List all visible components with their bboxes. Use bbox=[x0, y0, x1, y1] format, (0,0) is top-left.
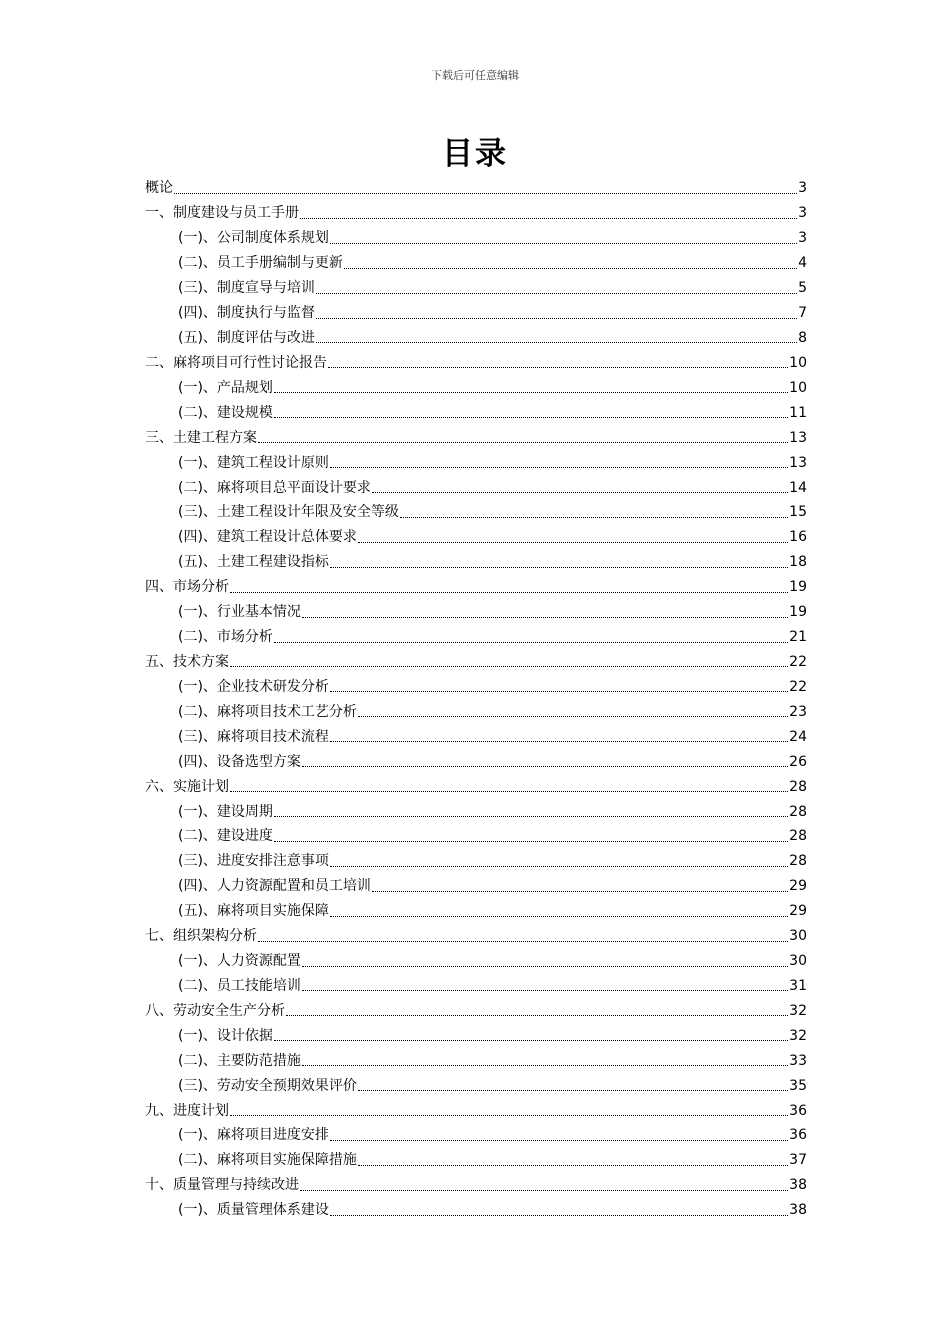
toc-entry-label: (一)、人力资源配置 bbox=[178, 953, 301, 970]
toc-entry-page-number: 14 bbox=[789, 479, 807, 496]
toc-entry-label: (二)、市场分析 bbox=[178, 629, 273, 646]
toc-entry-label: (一)、公司制度体系规划 bbox=[178, 230, 329, 247]
toc-entry[interactable] bbox=[145, 625, 807, 650]
toc-entry[interactable] bbox=[145, 1123, 807, 1148]
toc-leader-dots bbox=[358, 532, 788, 543]
toc-entry[interactable] bbox=[145, 998, 807, 1023]
toc-leader-dots bbox=[330, 457, 788, 468]
toc-entry-label: (二)、员工手册编制与更新 bbox=[178, 255, 343, 272]
toc-entry[interactable] bbox=[145, 575, 807, 600]
toc-entry-page-number: 22 bbox=[789, 678, 807, 695]
toc-leader-dots bbox=[302, 980, 788, 991]
toc-leader-dots bbox=[358, 706, 788, 717]
toc-entry-label: 三、土建工程方案 bbox=[145, 429, 257, 446]
toc-entry[interactable] bbox=[145, 550, 807, 575]
toc-entry-label: (一)、麻将项目进度安排 bbox=[178, 1127, 329, 1144]
toc-entry-label: 七、组织架构分析 bbox=[145, 928, 257, 945]
toc-entry-page-number: 30 bbox=[789, 953, 807, 970]
toc-leader-dots bbox=[300, 208, 797, 219]
toc-entry[interactable] bbox=[145, 226, 807, 251]
toc-entry-label: (三)、制度宣导与培训 bbox=[178, 280, 315, 297]
toc-leader-dots bbox=[358, 1155, 788, 1166]
toc-entry-page-number: 38 bbox=[789, 1177, 807, 1194]
toc-leader-dots bbox=[302, 956, 788, 967]
toc-entry[interactable] bbox=[145, 1148, 807, 1173]
toc-entry-page-number: 3 bbox=[798, 230, 807, 247]
toc-entry-label: 一、制度建设与员工手册 bbox=[145, 205, 299, 222]
toc-leader-dots bbox=[230, 1105, 788, 1116]
toc-leader-dots bbox=[302, 756, 788, 767]
toc-entry[interactable] bbox=[145, 251, 807, 276]
toc-entry-label: 五、技术方案 bbox=[145, 653, 229, 670]
toc-entry-page-number: 28 bbox=[789, 828, 807, 845]
toc-leader-dots bbox=[258, 931, 788, 942]
toc-entry-page-number: 16 bbox=[789, 529, 807, 546]
toc-entry-label: (五)、土建工程建设指标 bbox=[178, 554, 329, 571]
toc-entry-label: 概论 bbox=[145, 180, 173, 197]
toc-entry-label: (三)、劳动安全预期效果评价 bbox=[178, 1077, 357, 1094]
toc-entry-label: (二)、麻将项目实施保障措施 bbox=[178, 1152, 357, 1169]
toc-entry-label: (二)、建设规模 bbox=[178, 404, 273, 421]
toc-entry-page-number: 10 bbox=[789, 354, 807, 371]
toc-entry-label: (一)、企业技术研发分析 bbox=[178, 678, 329, 695]
toc-entry-label: 九、进度计划 bbox=[145, 1102, 229, 1119]
toc-entry-page-number: 11 bbox=[789, 404, 807, 421]
toc-entry[interactable] bbox=[145, 1173, 807, 1198]
toc-entry[interactable] bbox=[145, 450, 807, 475]
toc-entry[interactable] bbox=[145, 1098, 807, 1123]
toc-entry[interactable] bbox=[145, 326, 807, 351]
toc-leader-dots bbox=[174, 183, 797, 194]
toc-entry-page-number: 21 bbox=[789, 629, 807, 646]
toc-entry[interactable] bbox=[145, 699, 807, 724]
toc-entry-page-number: 22 bbox=[789, 653, 807, 670]
toc-entry[interactable] bbox=[145, 824, 807, 849]
toc-entry-page-number: 33 bbox=[789, 1052, 807, 1069]
toc-entry-label: (二)、麻将项目总平面设计要求 bbox=[178, 479, 371, 496]
toc-entry-label: (一)、设计依据 bbox=[178, 1027, 273, 1044]
header-note: 下载后可任意编辑 bbox=[431, 69, 519, 82]
toc-entry-page-number: 36 bbox=[789, 1127, 807, 1144]
toc-entry-label: 六、实施计划 bbox=[145, 778, 229, 795]
toc-entry-page-number: 7 bbox=[798, 305, 807, 322]
toc-entry-page-number: 31 bbox=[789, 977, 807, 994]
toc-leader-dots bbox=[274, 407, 788, 418]
toc-entry-page-number: 38 bbox=[789, 1202, 807, 1219]
toc-entry[interactable] bbox=[145, 749, 807, 774]
toc-entry[interactable] bbox=[145, 974, 807, 999]
page-title: 目录 bbox=[442, 136, 508, 172]
toc-leader-dots bbox=[316, 332, 797, 343]
toc-entry-label: (一)、质量管理体系建设 bbox=[178, 1202, 329, 1219]
toc-entry-page-number: 18 bbox=[789, 554, 807, 571]
toc-entry-page-number: 23 bbox=[789, 703, 807, 720]
toc-entry-label: (一)、行业基本情况 bbox=[178, 604, 301, 621]
toc-leader-dots bbox=[286, 1005, 788, 1016]
toc-leader-dots bbox=[372, 482, 788, 493]
toc-entry[interactable] bbox=[145, 724, 807, 749]
toc-leader-dots bbox=[274, 632, 788, 643]
toc-entry[interactable] bbox=[145, 774, 807, 799]
toc-leader-dots bbox=[330, 233, 797, 244]
toc-entry-page-number: 3 bbox=[798, 180, 807, 197]
toc-leader-dots bbox=[274, 1030, 788, 1041]
toc-entry-label: (一)、产品规划 bbox=[178, 379, 273, 396]
toc-entry-label: 十、质量管理与持续改进 bbox=[145, 1177, 299, 1194]
toc-entry-label: 八、劳动安全生产分析 bbox=[145, 1002, 285, 1019]
toc-entry-page-number: 5 bbox=[798, 280, 807, 297]
toc-entry[interactable] bbox=[145, 1073, 807, 1098]
toc-entry[interactable] bbox=[145, 375, 807, 400]
toc-leader-dots bbox=[330, 906, 788, 917]
toc-entry[interactable] bbox=[145, 276, 807, 301]
toc-entry[interactable] bbox=[145, 924, 807, 949]
toc-entry[interactable] bbox=[145, 949, 807, 974]
toc-leader-dots bbox=[274, 806, 788, 817]
toc-entry-label: (二)、员工技能培训 bbox=[178, 977, 301, 994]
toc-leader-dots bbox=[316, 283, 797, 294]
toc-entry-page-number: 36 bbox=[789, 1102, 807, 1119]
toc-entry[interactable] bbox=[145, 500, 807, 525]
toc-entry-page-number: 28 bbox=[789, 853, 807, 870]
toc-leader-dots bbox=[344, 258, 797, 269]
toc-entry[interactable] bbox=[145, 1198, 807, 1223]
toc-leader-dots bbox=[372, 881, 788, 892]
toc-entry-page-number: 13 bbox=[789, 454, 807, 471]
toc-leader-dots bbox=[274, 831, 788, 842]
toc-entry-page-number: 37 bbox=[789, 1152, 807, 1169]
toc-entry-page-number: 24 bbox=[789, 728, 807, 745]
toc-leader-dots bbox=[302, 607, 788, 618]
toc-entry-label: (四)、设备选型方案 bbox=[178, 753, 301, 770]
toc-entry-label: (三)、进度安排注意事项 bbox=[178, 853, 329, 870]
toc-entry[interactable] bbox=[145, 799, 807, 824]
toc-entry[interactable] bbox=[145, 1023, 807, 1048]
toc-leader-dots bbox=[330, 731, 788, 742]
toc-leader-dots bbox=[328, 357, 788, 368]
toc-entry-page-number: 29 bbox=[789, 878, 807, 895]
toc-entry-label: 二、麻将项目可行性讨论报告 bbox=[145, 354, 327, 371]
toc-entry-page-number: 19 bbox=[789, 579, 807, 596]
toc-entry[interactable] bbox=[145, 849, 807, 874]
toc-entry-label: 四、市场分析 bbox=[145, 579, 229, 596]
toc-leader-dots bbox=[230, 656, 788, 667]
toc-entry-page-number: 3 bbox=[798, 205, 807, 222]
toc-entry[interactable] bbox=[145, 400, 807, 425]
toc-entry-label: (一)、建设周期 bbox=[178, 803, 273, 820]
toc-entry-label: (三)、土建工程设计年限及安全等级 bbox=[178, 504, 399, 521]
toc-entry-page-number: 28 bbox=[789, 778, 807, 795]
toc-entry[interactable] bbox=[145, 301, 807, 326]
toc-leader-dots bbox=[358, 1080, 788, 1091]
toc-leader-dots bbox=[302, 1055, 788, 1066]
toc-entry-page-number: 19 bbox=[789, 604, 807, 621]
toc-entry-page-number: 4 bbox=[798, 255, 807, 272]
toc-entry[interactable] bbox=[145, 874, 807, 899]
toc-entry-page-number: 15 bbox=[789, 504, 807, 521]
toc-entry[interactable] bbox=[145, 525, 807, 550]
toc-entry-label: (一)、建筑工程设计原则 bbox=[178, 454, 329, 471]
toc-entry[interactable] bbox=[145, 600, 807, 625]
toc-entry-label: (五)、制度评估与改进 bbox=[178, 329, 315, 346]
table-of-contents bbox=[145, 176, 807, 1223]
toc-entry-label: (二)、建设进度 bbox=[178, 828, 273, 845]
toc-entry-label: (四)、建筑工程设计总体要求 bbox=[178, 529, 357, 546]
toc-leader-dots bbox=[330, 557, 788, 568]
toc-leader-dots bbox=[316, 308, 797, 319]
toc-entry[interactable] bbox=[145, 650, 807, 675]
toc-leader-dots bbox=[230, 781, 788, 792]
toc-leader-dots bbox=[330, 856, 788, 867]
toc-entry[interactable] bbox=[145, 1048, 807, 1073]
toc-entry-page-number: 35 bbox=[789, 1077, 807, 1094]
toc-leader-dots bbox=[330, 1130, 788, 1141]
toc-entry-label: (四)、制度执行与监督 bbox=[178, 305, 315, 322]
toc-leader-dots bbox=[300, 1180, 788, 1191]
toc-entry-page-number: 32 bbox=[789, 1002, 807, 1019]
toc-entry-page-number: 13 bbox=[789, 429, 807, 446]
toc-leader-dots bbox=[230, 582, 788, 593]
toc-entry-label: (四)、人力资源配置和员工培训 bbox=[178, 878, 371, 895]
toc-entry[interactable] bbox=[145, 350, 807, 375]
toc-entry[interactable] bbox=[145, 899, 807, 924]
toc-entry[interactable] bbox=[145, 201, 807, 226]
toc-leader-dots bbox=[330, 1205, 788, 1216]
toc-entry-page-number: 10 bbox=[789, 379, 807, 396]
toc-entry[interactable] bbox=[145, 425, 807, 450]
toc-entry-page-number: 28 bbox=[789, 803, 807, 820]
toc-entry-label: (二)、主要防范措施 bbox=[178, 1052, 301, 1069]
toc-leader-dots bbox=[274, 382, 788, 393]
toc-entry-page-number: 30 bbox=[789, 928, 807, 945]
toc-entry-page-number: 32 bbox=[789, 1027, 807, 1044]
toc-leader-dots bbox=[400, 507, 788, 518]
toc-entry[interactable] bbox=[145, 176, 807, 201]
toc-entry-label: (五)、麻将项目实施保障 bbox=[178, 903, 329, 920]
toc-entry[interactable] bbox=[145, 674, 807, 699]
toc-entry-label: (二)、麻将项目技术工艺分析 bbox=[178, 703, 357, 720]
toc-entry-page-number: 8 bbox=[798, 329, 807, 346]
toc-entry-page-number: 26 bbox=[789, 753, 807, 770]
toc-entry[interactable] bbox=[145, 475, 807, 500]
toc-entry-page-number: 29 bbox=[789, 903, 807, 920]
toc-leader-dots bbox=[330, 681, 788, 692]
toc-leader-dots bbox=[258, 432, 788, 443]
toc-entry-label: (三)、麻将项目技术流程 bbox=[178, 728, 329, 745]
